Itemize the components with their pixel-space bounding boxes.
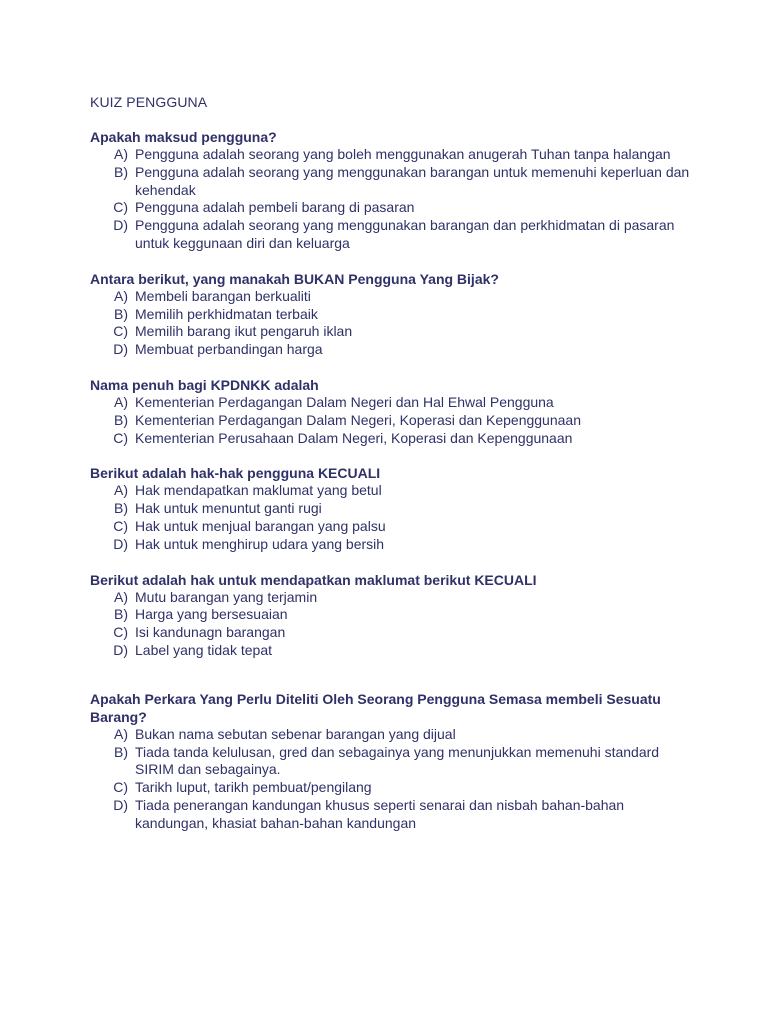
option-item (90, 726, 690, 744)
option-letter: D) (113, 796, 128, 813)
option-letter: B) (114, 305, 128, 322)
option-list (90, 394, 690, 447)
option-text: Memilih perkhidmatan terbaik (135, 305, 318, 322)
option-text: Hak mendapatkan maklumat yang betul (135, 482, 382, 499)
option-item (90, 288, 690, 306)
option-item (90, 536, 690, 554)
option-list (90, 726, 690, 833)
option-letter: C) (113, 517, 128, 534)
question-6 (90, 690, 690, 833)
option-item (90, 164, 690, 200)
option-text: Label yang tidak tepat (135, 641, 272, 658)
option-letter: A) (114, 393, 128, 410)
option-text: Tiada tanda kelulusan, gred dan sebagainya yang menunjukkan memenuhi standard SIRIM dan sebagainya. (135, 743, 660, 778)
question-text: Apakah maksud pengguna? (90, 129, 277, 145)
option-letter: C) (113, 624, 128, 641)
option-item (90, 430, 690, 448)
option-text: Tarikh luput, tarikh pembuat/pengilang (135, 779, 372, 796)
option-list (90, 146, 690, 253)
option-text: Hak untuk menghirup udara yang bersih (135, 535, 385, 552)
option-text: Membeli barangan berkualiti (135, 287, 311, 304)
option-item (90, 642, 690, 660)
option-item (90, 779, 690, 797)
option-text: Membuat perbandingan harga (135, 341, 323, 358)
option-letter: D) (113, 641, 128, 658)
option-letter: D) (113, 535, 128, 552)
option-text: Pengguna adalah seorang yang menggunakan barangan untuk memenuhi keperluan dan kehendak (135, 163, 690, 198)
option-text: Pengguna adalah seorang yang boleh menggunakan anugerah Tuhan tanpa halangan (135, 146, 671, 162)
option-item (90, 341, 690, 359)
option-item (90, 482, 690, 500)
option-text: Mutu barangan yang terjamin (135, 588, 318, 605)
option-text: Kementerian Perdagangan Dalam Negeri, Koperasi dan Kepenggunaan (135, 411, 581, 428)
option-item (90, 323, 690, 341)
question-text: Berikut adalah hak untuk mendapatkan maklumat berikut KECUALI (90, 571, 537, 588)
option-list (90, 482, 690, 553)
option-text: Pengguna adalah pembeli barang di pasaran (135, 199, 415, 216)
option-text: Kementerian Perdagangan Dalam Negeri dan Hal Ehwal Pengguna (135, 393, 554, 410)
option-text: Hak untuk menuntut ganti rugi (135, 500, 322, 517)
option-letter: A) (114, 588, 128, 605)
option-item (90, 146, 690, 164)
option-list (90, 589, 690, 660)
option-letter: C) (113, 199, 128, 216)
question-5 (90, 571, 690, 660)
option-text: Tiada penerangan kandungan khusus seperti senarai dan nisbah bahan-bahan kandungan, khasiat bahan-bahan kandungan (135, 796, 625, 831)
option-item (90, 744, 690, 780)
option-letter: B) (114, 500, 128, 517)
option-letter: A) (114, 146, 128, 162)
option-text: Memilih barang ikut pengaruh iklan (135, 323, 353, 340)
question-text: Antara berikut, yang manakah BUKAN Pengguna Yang Bijak? (90, 270, 499, 287)
option-letter: B) (114, 411, 128, 428)
question-text: Apakah Perkara Yang Perlu Diteliti Oleh Seorang Pengguna Semasa membeli Sesuatu Barang? (90, 690, 661, 725)
option-item (90, 797, 690, 833)
option-list (90, 288, 690, 359)
option-text: Kementerian Perusahaan Dalam Negeri, Koperasi dan Kepenggunaan (135, 429, 573, 446)
option-letter: B) (114, 606, 128, 623)
option-text: Isi kandunagn barangan (135, 624, 286, 641)
question-text: Nama penuh bagi KPDNKK adalah (90, 376, 319, 393)
option-item (90, 500, 690, 518)
question-2 (90, 270, 690, 359)
option-letter: C) (113, 779, 128, 796)
option-letter: C) (113, 429, 128, 446)
document-page (90, 93, 690, 850)
option-letter: B) (114, 163, 128, 180)
option-item (90, 394, 690, 412)
option-item (90, 624, 690, 642)
option-text: Harga yang bersesuaian (135, 606, 288, 623)
option-item (90, 589, 690, 607)
option-text: Pengguna adalah seorang yang menggunakan barangan dan perkhidmatan di pasaran untuk keggunaan diri dan keluarga (135, 217, 675, 251)
option-text: Bukan nama sebutan sebenar barangan yang dijual (135, 725, 456, 742)
option-item (90, 412, 690, 430)
option-letter: A) (114, 287, 128, 304)
option-item (90, 606, 690, 624)
option-letter: D) (113, 217, 128, 234)
question-4 (90, 464, 690, 553)
option-item (90, 306, 690, 324)
question-text: Berikut adalah hak-hak pengguna KECUALI (90, 465, 381, 482)
question-1 (90, 128, 690, 253)
option-letter: B) (114, 743, 128, 760)
option-item (90, 217, 690, 253)
option-letter: C) (113, 323, 128, 340)
option-letter: A) (114, 725, 128, 742)
option-text: Hak untuk menjual barangan yang palsu (135, 517, 386, 534)
question-3 (90, 376, 690, 447)
option-item (90, 518, 690, 536)
option-letter: A) (114, 482, 128, 499)
option-letter: D) (113, 341, 128, 358)
document-title: KUIZ PENGGUNA (90, 94, 208, 110)
option-item (90, 199, 690, 217)
